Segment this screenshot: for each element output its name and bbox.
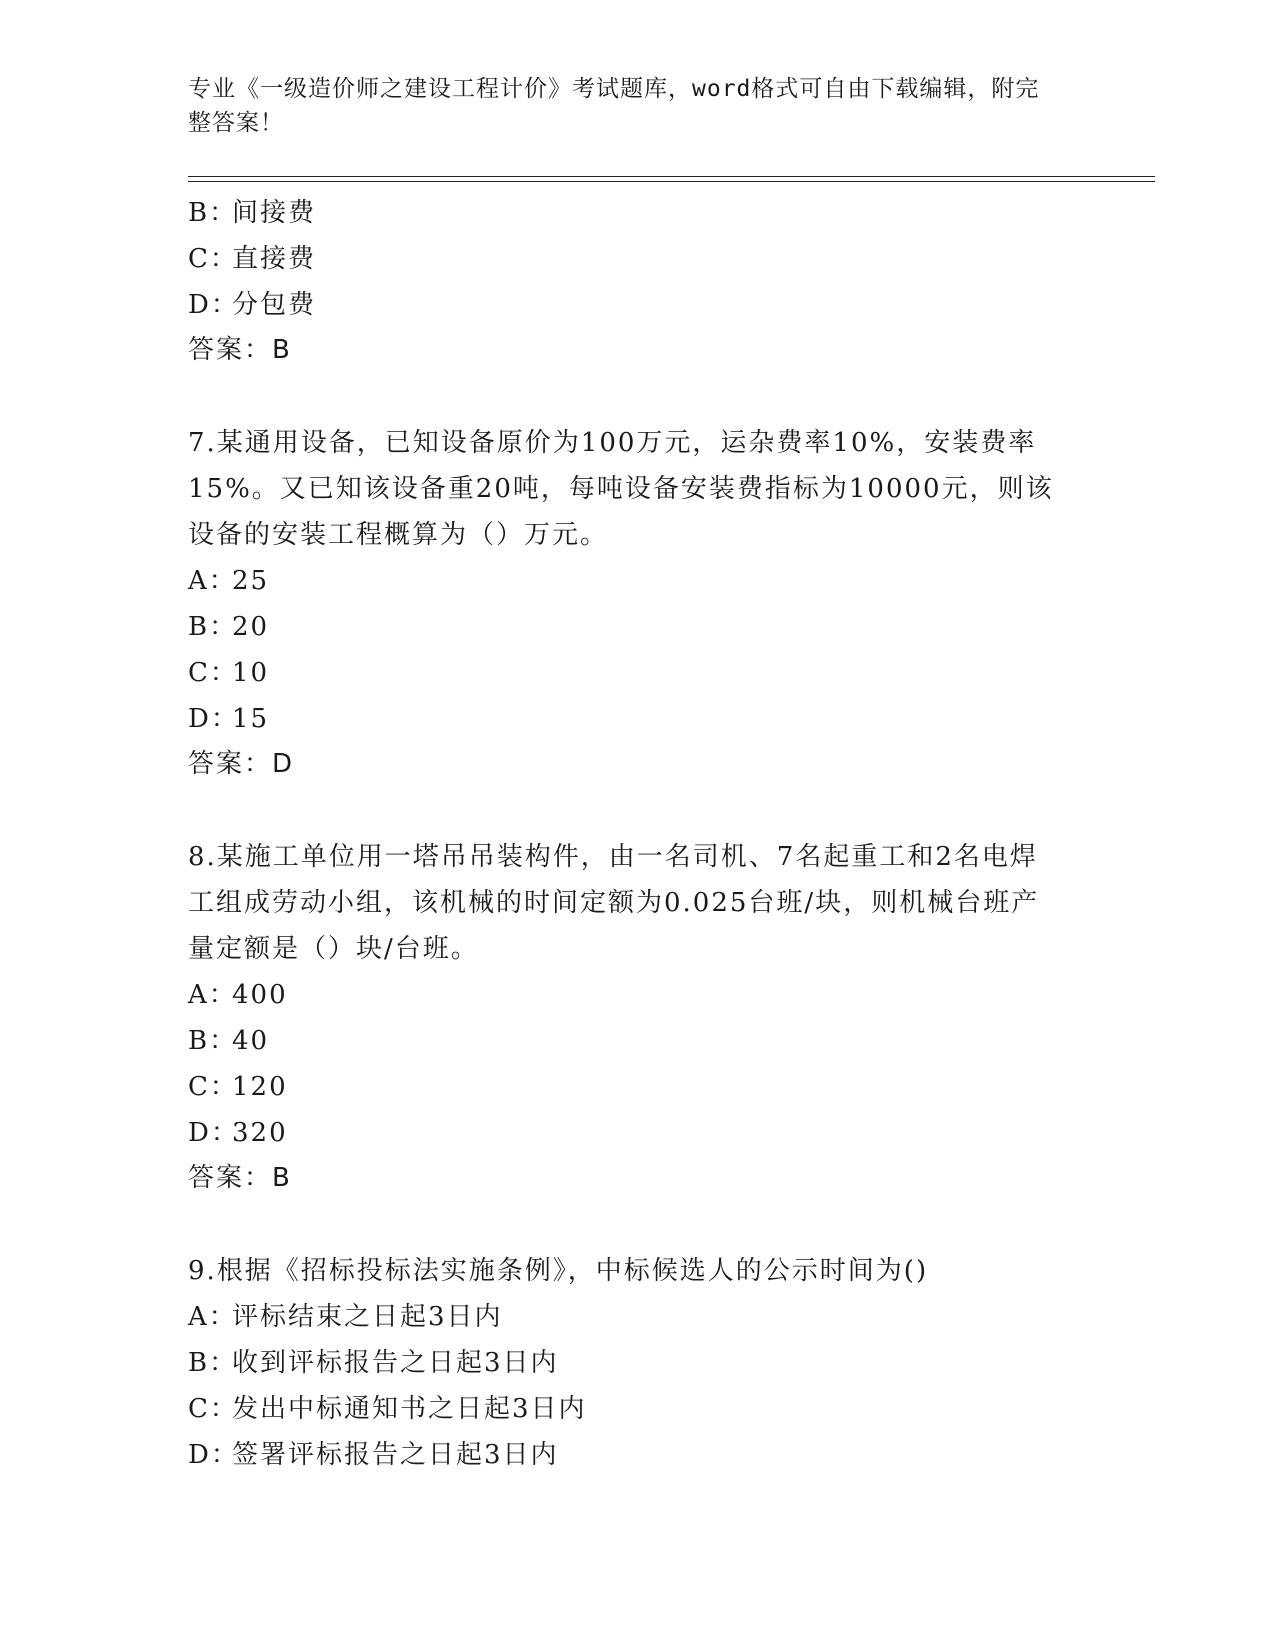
option-text: 签署评标报告之日起3日内	[232, 1440, 559, 1470]
option-a	[188, 972, 1088, 1018]
option-label: A：	[188, 980, 237, 1010]
option-d	[188, 1432, 1088, 1478]
option-text: 120	[232, 1072, 288, 1102]
option-text: 收到评标报告之日起3日内	[232, 1348, 559, 1378]
option-text: 20	[232, 612, 270, 642]
header-rule-bottom	[188, 181, 1155, 182]
option-label: B：	[188, 1026, 238, 1056]
option-text: 发出中标通知书之日起3日内	[232, 1394, 587, 1424]
option-d	[188, 282, 1088, 328]
option-text: 分包费	[232, 290, 317, 320]
option-d	[188, 1110, 1088, 1156]
option-label: D：	[188, 1440, 239, 1470]
option-label: C：	[188, 1394, 238, 1424]
option-d	[188, 696, 1088, 742]
option-label: C：	[188, 1072, 238, 1102]
option-label: C：	[188, 244, 238, 274]
option-text: 间接费	[232, 198, 317, 228]
option-c	[188, 1386, 1088, 1432]
option-label: B：	[188, 198, 238, 228]
option-label: D：	[188, 704, 239, 734]
prev-question	[188, 190, 1088, 372]
spacer	[188, 1200, 1088, 1248]
option-text: 40	[232, 1026, 270, 1056]
option-c	[188, 1064, 1088, 1110]
question-text-line: 7.某通用设备，已知设备原价为100万元，运杂费率10%，安装费率	[188, 428, 1037, 458]
question-content	[188, 190, 1088, 1478]
option-label: B：	[188, 612, 238, 642]
question-7	[188, 420, 1088, 786]
option-label: B：	[188, 1348, 238, 1378]
option-b	[188, 1018, 1088, 1064]
answer-line: 答案：D	[188, 749, 295, 779]
option-b	[188, 604, 1088, 650]
option-label: D：	[188, 290, 239, 320]
option-a	[188, 558, 1088, 604]
option-c	[188, 236, 1088, 282]
header-line-1: 专业《一级造价师之建设工程计价》考试题库，word格式可自由下载编辑，附完	[188, 76, 1040, 102]
question-text-line: 15%。又已知该设备重20吨，每吨设备安装费指标为10000元，则该	[188, 474, 1054, 504]
option-text: 评标结束之日起3日内	[232, 1302, 503, 1332]
header-rule-top	[188, 176, 1155, 177]
option-c	[188, 650, 1088, 696]
option-text: 400	[232, 980, 288, 1010]
question-text-line: 9.根据《招标投标法实施条例》，中标候选人的公示时间为()	[188, 1256, 929, 1286]
question-text-line: 8.某施工单位用一塔吊吊装构件，由一名司机、7名起重工和2名电焊	[188, 842, 1038, 872]
option-text: 10	[232, 658, 270, 688]
option-text: 直接费	[232, 244, 317, 274]
option-label: C：	[188, 658, 238, 688]
option-text: 15	[232, 704, 270, 734]
option-a	[188, 1294, 1088, 1340]
spacer	[188, 372, 1088, 420]
option-label: A：	[188, 1302, 237, 1332]
answer-line: 答案：B	[188, 335, 292, 365]
option-b	[188, 190, 1088, 236]
option-b	[188, 1340, 1088, 1386]
question-8	[188, 834, 1088, 1200]
answer-line: 答案：B	[188, 1163, 292, 1193]
option-text: 320	[232, 1118, 288, 1148]
question-text-line: 设备的安装工程概算为（）万元。	[188, 520, 609, 550]
option-label: D：	[188, 1118, 239, 1148]
option-label: A：	[188, 566, 237, 596]
spacer	[188, 786, 1088, 834]
question-text-line: 量定额是（）块/台班。	[188, 934, 479, 964]
document-header	[188, 72, 1068, 140]
header-line-2: 整答案！	[188, 110, 284, 136]
question-9	[188, 1248, 1088, 1478]
option-text: 25	[232, 566, 270, 596]
question-text-line: 工组成劳动小组，该机械的时间定额为0.025台班/块，则机械台班产	[188, 888, 1040, 918]
